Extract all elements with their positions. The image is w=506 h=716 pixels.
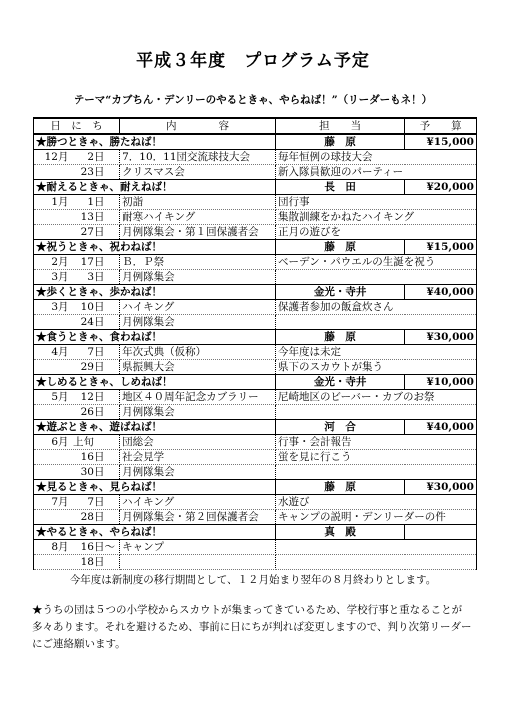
section-budget: ¥15,000 (405, 134, 477, 150)
event-day: 18 (80, 556, 94, 568)
event-content: 7．10．11団交流球技大会 (120, 150, 276, 165)
event-row (34, 510, 477, 525)
day-suffix: 日 (94, 451, 105, 463)
event-month: 3 (51, 271, 58, 283)
theme-line: テーマ“カブちん・デンリーのやるときゃ、やらねば！”（リーダーもネ！） (73, 94, 433, 106)
event-row (34, 465, 477, 480)
day-suffix: 日 (94, 556, 105, 568)
section-title: ★しめるときゃ、しめねば！ (34, 375, 276, 390)
month-suffix: 月 (58, 391, 69, 403)
event-row (34, 345, 477, 360)
header-date: 日 に ち (34, 118, 120, 134)
event-day: 12 (80, 391, 94, 403)
event-date (34, 390, 120, 405)
event-date (34, 360, 120, 375)
event-content: 月例隊集会・第１回保護者会 (120, 225, 276, 240)
event-month: 4 (51, 346, 58, 358)
event-content: 地区４０周年記念カブラリー (120, 390, 276, 405)
event-row (34, 300, 477, 315)
event-month: 7 (51, 496, 58, 508)
month-suffix: 月 (58, 196, 69, 208)
event-day: 3 (87, 271, 94, 283)
day-suffix: 日 (94, 256, 105, 268)
event-day: 29 (80, 361, 94, 373)
event-date (34, 210, 120, 225)
section-budget: ¥40,000 (405, 285, 477, 300)
event-day: 27 (80, 226, 94, 238)
section-title: ★祝うときゃ、祝わねば！ (34, 240, 276, 255)
event-date (34, 465, 120, 480)
schedule-note: 今年度は新制度の移行期間として、１２月始まり翌年の８月終わりとします。 (69, 574, 437, 586)
event-note: 保護者参加の飯盒炊さん (275, 300, 476, 315)
event-date (34, 405, 120, 420)
event-day: 16 (80, 541, 94, 553)
event-content: 耐寒ハイキング (120, 210, 276, 225)
header-content: 内 容 (120, 118, 276, 134)
event-date (34, 345, 120, 360)
event-content: ハイキング (120, 495, 276, 510)
event-content: 年次式典（仮称） (120, 345, 276, 360)
schedule-table (33, 117, 477, 570)
section-budget: ¥15,000 (405, 240, 477, 255)
event-content: 月例隊集会 (120, 270, 276, 285)
section-title: ★食うときゃ、食わねば！ (34, 330, 276, 345)
section-row (34, 180, 477, 195)
section-row (34, 330, 477, 345)
event-month: 6 (51, 436, 58, 448)
event-note: 正月の遊びを (275, 225, 476, 240)
day-suffix: 日 (94, 196, 105, 208)
event-note (275, 555, 476, 570)
event-day: 7 (87, 346, 94, 358)
range-tilde: ～ (104, 541, 115, 553)
event-month: 1 (51, 196, 58, 208)
event-note: 団行事 (275, 195, 476, 210)
event-content: 月例隊集会 (120, 315, 276, 330)
event-note: 県下のスカウトが集う (275, 360, 476, 375)
event-date (34, 150, 120, 165)
section-title: ★遊ぶときゃ、遊ばねば！ (34, 420, 276, 435)
event-row (34, 270, 477, 285)
event-day: 16 (80, 451, 94, 463)
day-suffix: 日 (94, 361, 105, 373)
header-charge: 担 当 (275, 118, 404, 134)
event-row (34, 435, 477, 450)
section-budget: ¥30,000 (405, 480, 477, 495)
event-day: 13 (80, 211, 94, 223)
event-row (34, 450, 477, 465)
event-day: 上旬 (73, 436, 94, 448)
event-row (34, 165, 477, 180)
section-budget (405, 525, 477, 540)
day-suffix: 日 (94, 541, 105, 553)
month-suffix: 月 (58, 151, 69, 163)
section-charge: 金光・寺井 (275, 375, 404, 390)
event-day: 1 (87, 196, 94, 208)
section-row (34, 480, 477, 495)
event-note: キャンプの説明・デンリーダーの件 (275, 510, 476, 525)
event-content: 初詣 (120, 195, 276, 210)
event-note: 集散訓練をかねたハイキング (275, 210, 476, 225)
event-date (34, 195, 120, 210)
event-date (34, 315, 120, 330)
month-suffix: 月 (58, 256, 69, 268)
day-suffix: 日 (94, 496, 105, 508)
section-charge: 真 殿 (275, 525, 404, 540)
event-content: Ｂ．Ｐ祭 (120, 255, 276, 270)
event-row (34, 495, 477, 510)
section-title: ★見るときゃ、見らねば！ (34, 480, 276, 495)
section-title: ★やるときゃ、やらねば！ (34, 525, 276, 540)
event-content (120, 555, 276, 570)
event-content: 県振興大会 (120, 360, 276, 375)
section-charge: 河 合 (275, 420, 404, 435)
month-suffix: 月 (58, 541, 69, 553)
event-note: 毎年恒例の球技大会 (275, 150, 476, 165)
table-header-row (34, 118, 477, 134)
section-row (34, 375, 477, 390)
event-day: 10 (80, 301, 94, 313)
event-day: 23 (80, 166, 94, 178)
event-note (275, 540, 476, 555)
event-note: 尼崎地区のビーバー・カブのお祭 (275, 390, 476, 405)
section-title: ★勝つときゃ、勝たねば！ (34, 134, 276, 150)
event-row (34, 405, 477, 420)
event-day: 26 (80, 406, 94, 418)
day-suffix: 日 (94, 346, 105, 358)
page-title: 平成３年度 プログラム予定 (136, 51, 370, 71)
event-content: 月例隊集会 (120, 405, 276, 420)
event-note: 行事・会計報告 (275, 435, 476, 450)
event-note: 今年度は未定 (275, 345, 476, 360)
event-month: 2 (51, 256, 58, 268)
section-row (34, 525, 477, 540)
schedule-body (34, 134, 477, 570)
section-budget: ¥40,000 (405, 420, 477, 435)
event-date (34, 300, 120, 315)
event-note (275, 465, 476, 480)
month-suffix: 月 (58, 436, 69, 448)
header-budget: 予 算 (405, 118, 477, 134)
event-note (275, 315, 476, 330)
day-suffix: 日 (94, 316, 105, 328)
event-row (34, 225, 477, 240)
event-day: 30 (80, 466, 94, 478)
section-charge: 金光・寺井 (275, 285, 404, 300)
day-suffix: 日 (94, 211, 105, 223)
event-date (34, 510, 120, 525)
event-row (34, 210, 477, 225)
event-note: ベーデン・パウエルの生誕を祝う (275, 255, 476, 270)
section-row (34, 134, 477, 150)
event-note: 新入隊員歓迎のパーティー (275, 165, 476, 180)
event-day: 2 (87, 151, 94, 163)
section-charge: 藤 原 (275, 330, 404, 345)
event-content: 月例隊集会 (120, 465, 276, 480)
section-row (34, 285, 477, 300)
event-row (34, 555, 477, 570)
day-suffix: 日 (94, 406, 105, 418)
event-day: 7 (87, 496, 94, 508)
event-date (34, 450, 120, 465)
day-suffix: 日 (94, 466, 105, 478)
event-note (275, 270, 476, 285)
section-charge: 藤 原 (275, 480, 404, 495)
event-row (34, 150, 477, 165)
event-date (34, 435, 120, 450)
day-suffix: 日 (94, 271, 105, 283)
section-row (34, 420, 477, 435)
event-content: 社会見学 (120, 450, 276, 465)
day-suffix: 日 (94, 151, 105, 163)
day-suffix: 日 (94, 391, 105, 403)
section-charge: 藤 原 (275, 134, 404, 150)
event-row (34, 255, 477, 270)
event-date (34, 270, 120, 285)
month-suffix: 月 (58, 301, 69, 313)
event-day: 24 (80, 316, 94, 328)
event-date (34, 555, 120, 570)
month-suffix: 月 (58, 496, 69, 508)
event-row (34, 390, 477, 405)
event-day: 17 (80, 256, 94, 268)
section-charge: 長 田 (275, 180, 404, 195)
event-date (34, 495, 120, 510)
event-month: 3 (51, 301, 58, 313)
section-title: ★歩くときゃ、歩かねば！ (34, 285, 276, 300)
event-row (34, 540, 477, 555)
month-suffix: 月 (58, 346, 69, 358)
day-suffix: 日 (94, 511, 105, 523)
event-date (34, 165, 120, 180)
event-row (34, 360, 477, 375)
section-budget: ¥20,000 (405, 180, 477, 195)
event-note: 水遊び (275, 495, 476, 510)
event-content: 団総会 (120, 435, 276, 450)
event-content: 月例隊集会・第２回保護者会 (120, 510, 276, 525)
section-budget: ¥10,000 (405, 375, 477, 390)
event-content: クリスマス会 (120, 165, 276, 180)
day-suffix: 日 (94, 301, 105, 313)
section-row (34, 240, 477, 255)
section-charge: 藤 原 (275, 240, 404, 255)
event-month: 8 (51, 541, 58, 553)
event-row (34, 315, 477, 330)
day-suffix: 日 (94, 226, 105, 238)
event-date (34, 225, 120, 240)
event-content: ハイキング (120, 300, 276, 315)
event-row (34, 195, 477, 210)
day-suffix: 日 (94, 166, 105, 178)
event-day: 28 (80, 511, 94, 523)
event-month: 12 (44, 151, 58, 163)
section-budget: ¥30,000 (405, 330, 477, 345)
event-date (34, 255, 120, 270)
event-date (34, 540, 120, 555)
event-note (275, 405, 476, 420)
section-title: ★耐えるときゃ、耐えねば！ (34, 180, 276, 195)
event-content: キャンプ (120, 540, 276, 555)
school-note: ★うちの団は５つの小学校からスカウトが集まってきているため、学校行事と重なることが多々あります。それを避けるため、事前に日にちが判れば変更しますので、判り次第リーダーにご連絡願います。 (32, 604, 472, 650)
month-suffix: 月 (58, 271, 69, 283)
event-note: 蛍を見に行こう (275, 450, 476, 465)
event-month: 5 (51, 391, 58, 403)
